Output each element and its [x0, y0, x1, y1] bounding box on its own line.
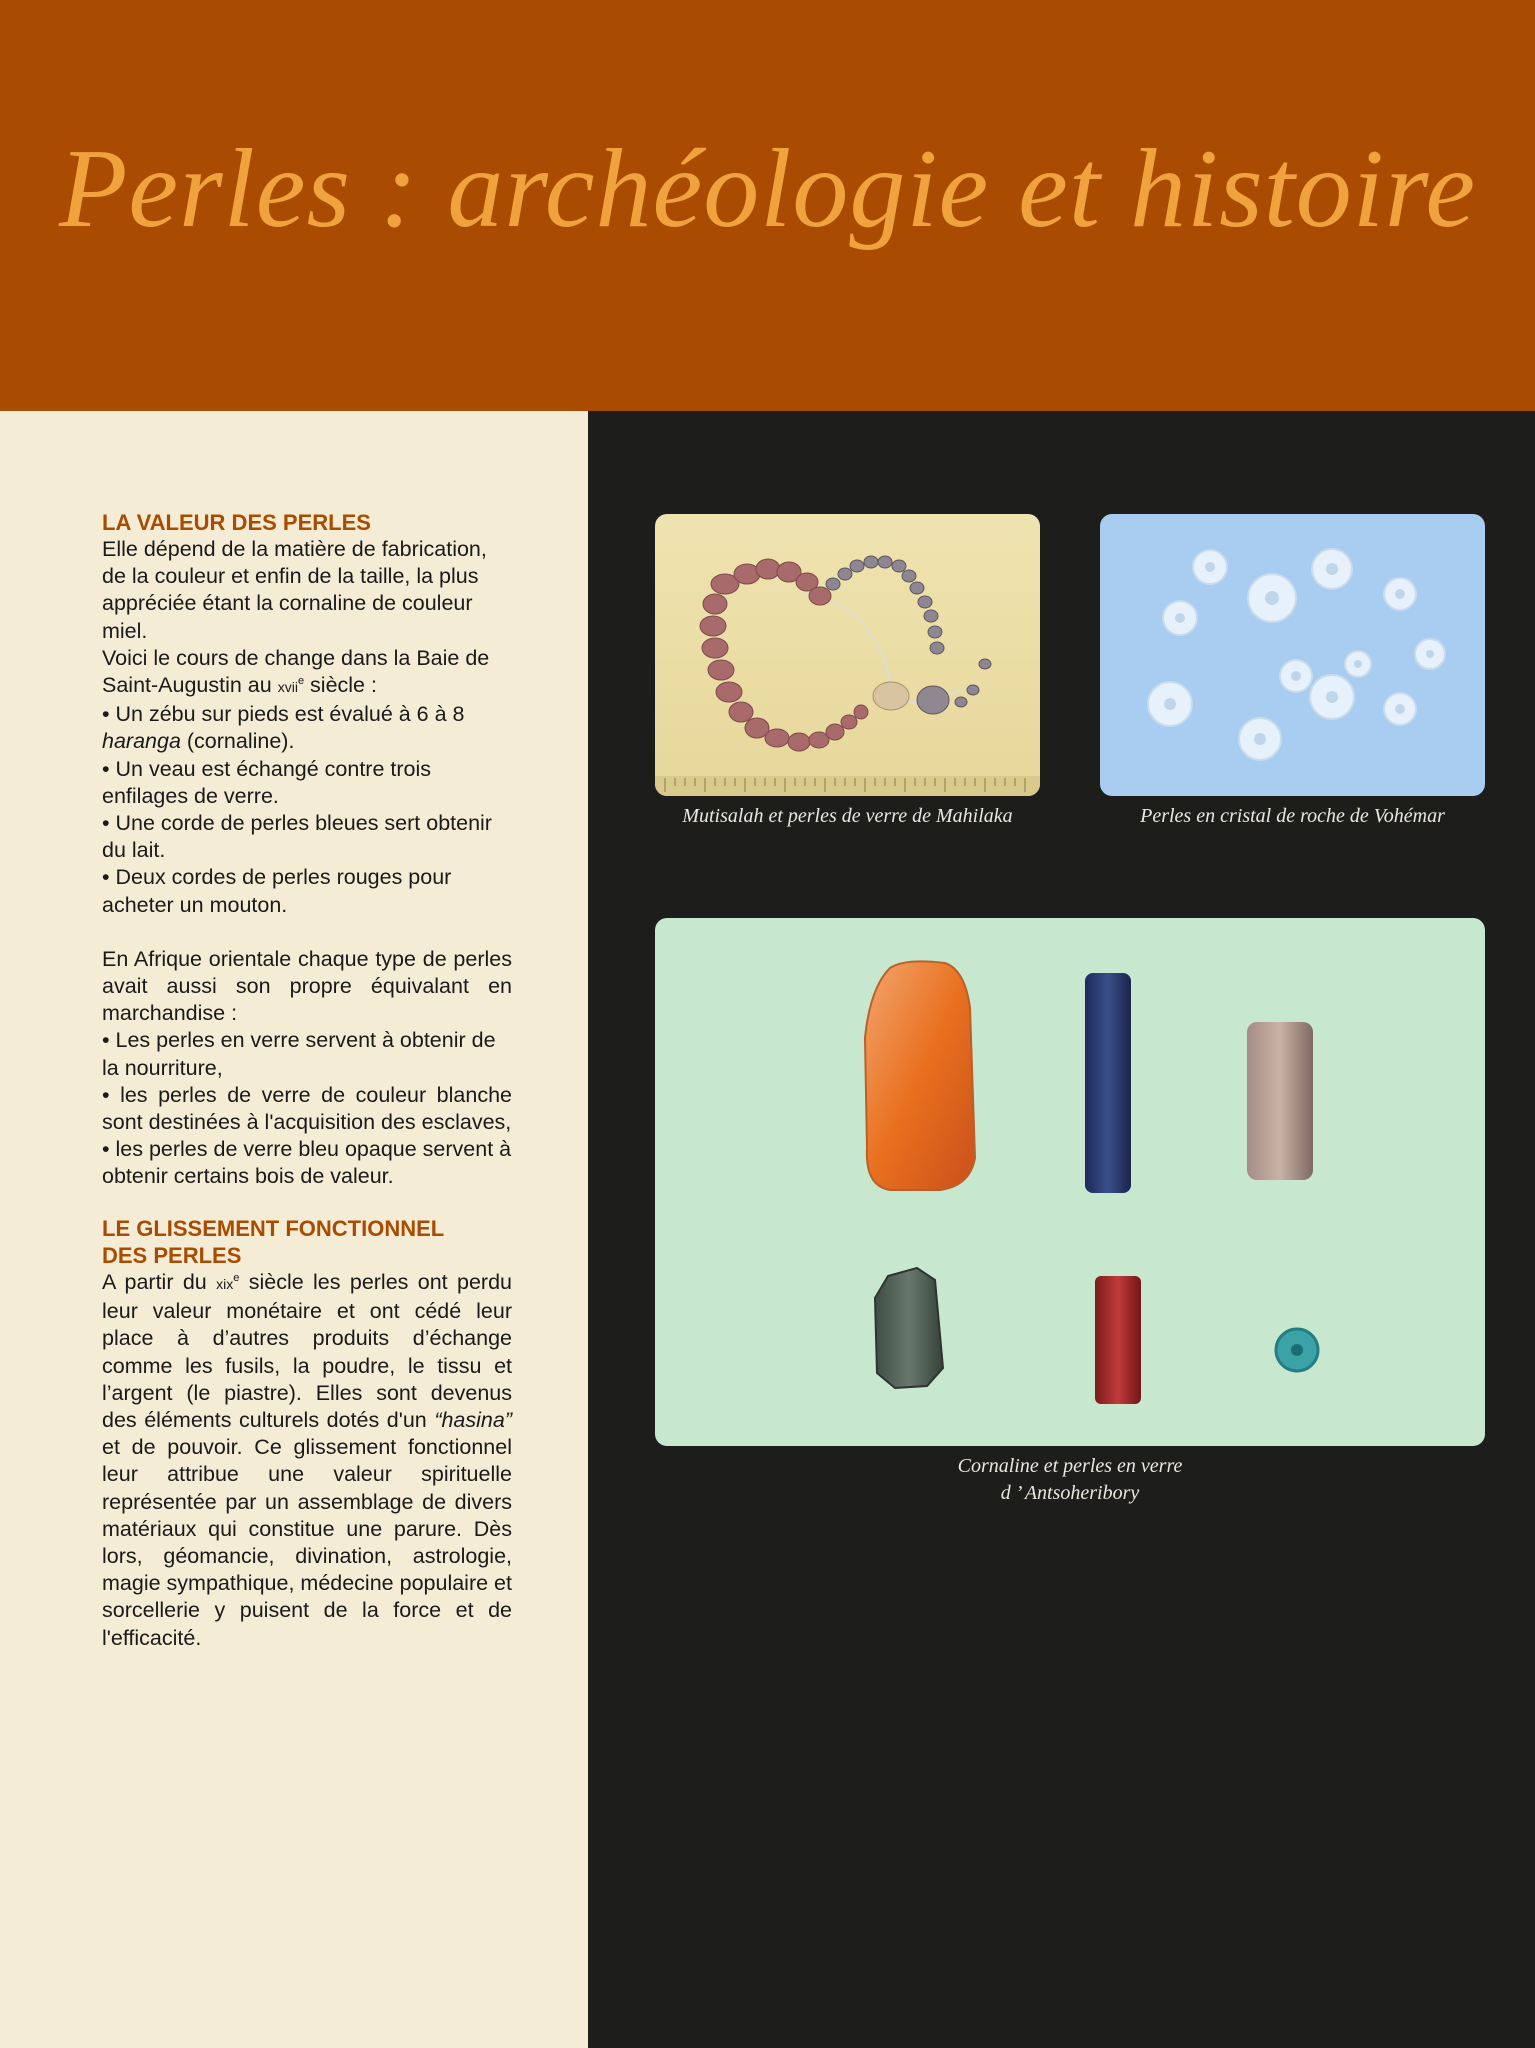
bullet-bois: • les perles de verre bleu opaque servent à obtenir certains bois de valeur.	[102, 1137, 512, 1189]
section-heading-valeur: LA VALEUR DES PERLES	[102, 510, 371, 535]
glissement-paragraph: A partir du xix$^e$ siècle les perles ont perdu leur valeur monétaire et ont cédé leur place à d’autres produits d’échange comme les fusils, la poudre, le tissu et l’argent (le piastre). Elles sont devenus des éléments culturels dotés d'un “hasina” et de pouvoir. Ce glissement fonctionnel leur attribue une valeur spirituelle représentée par un assemblage de divers matériaux qui constitue une parure. Dès lors, géomancie, divination, astrologie, magie sympathique, médecine populaire et sorcellerie y puisent de la force et de l'efficacité.	[102, 1270, 512, 1650]
century-xvii: xvii	[277, 679, 298, 696]
vohemar-beads-image	[1100, 514, 1485, 796]
century-xix: xix	[216, 1276, 234, 1292]
caption-mahilaka: Mutisalah et perles de verre de Mahilaka	[682, 805, 1013, 827]
bullet-nourriture: • Les perles en verre servent à obtenir de la nourriture,	[102, 1028, 496, 1080]
section-glissement	[102, 1215, 512, 1652]
header-banner	[0, 0, 1535, 411]
antsoheribory-beads-image	[655, 918, 1485, 1446]
bullet-zebu: • Un zébu sur pieds est évalué à 6 à 8 haranga (cornaline).	[102, 702, 465, 754]
photo-mahilaka-beads	[655, 514, 1040, 796]
bullet-mouton: • Deux cordes de perles rouges pour acheter un mouton.	[102, 865, 452, 917]
bullet-esclaves: • les perles de verre de couleur blanche sont destinées à l'acquisition des esclaves,	[102, 1082, 512, 1135]
caption-antsoheribory: Cornaline et perles en verre d ’ Antsoheribory	[957, 1455, 1183, 1504]
change-paragraph: Voici le cours de change dans la Baie de Saint-Augustin au xvii$^e$ siècle :	[102, 645, 490, 698]
page-title: Perles : archéologie et histoire	[58, 127, 1477, 251]
bullet-veau: • Un veau est échangé contre trois enfilages de verre.	[102, 756, 432, 808]
mahilaka-beads-image	[655, 514, 1040, 796]
afrique-paragraph: En Afrique orientale chaque type de perles avait aussi son propre équivalant en marchandise :	[102, 946, 512, 1026]
caption-vohemar: Perles en cristal de roche de Vohémar	[1140, 805, 1445, 827]
section-heading-glissement: LE GLISSEMENT FONCTIONNEL DES PERLES	[102, 1216, 445, 1268]
intro-paragraph: Elle dépend de la matière de fabrication, de la couleur et enfin de la taille, la plus appréciée étant la cornaline de couleur miel.	[102, 537, 487, 643]
photo-antsoheribory-beads	[655, 918, 1485, 1446]
bullet-corde: • Une corde de perles bleues sert obtenir du lait.	[102, 811, 492, 863]
section-valeur	[102, 509, 512, 1191]
photo-vohemar-beads	[1100, 514, 1485, 796]
